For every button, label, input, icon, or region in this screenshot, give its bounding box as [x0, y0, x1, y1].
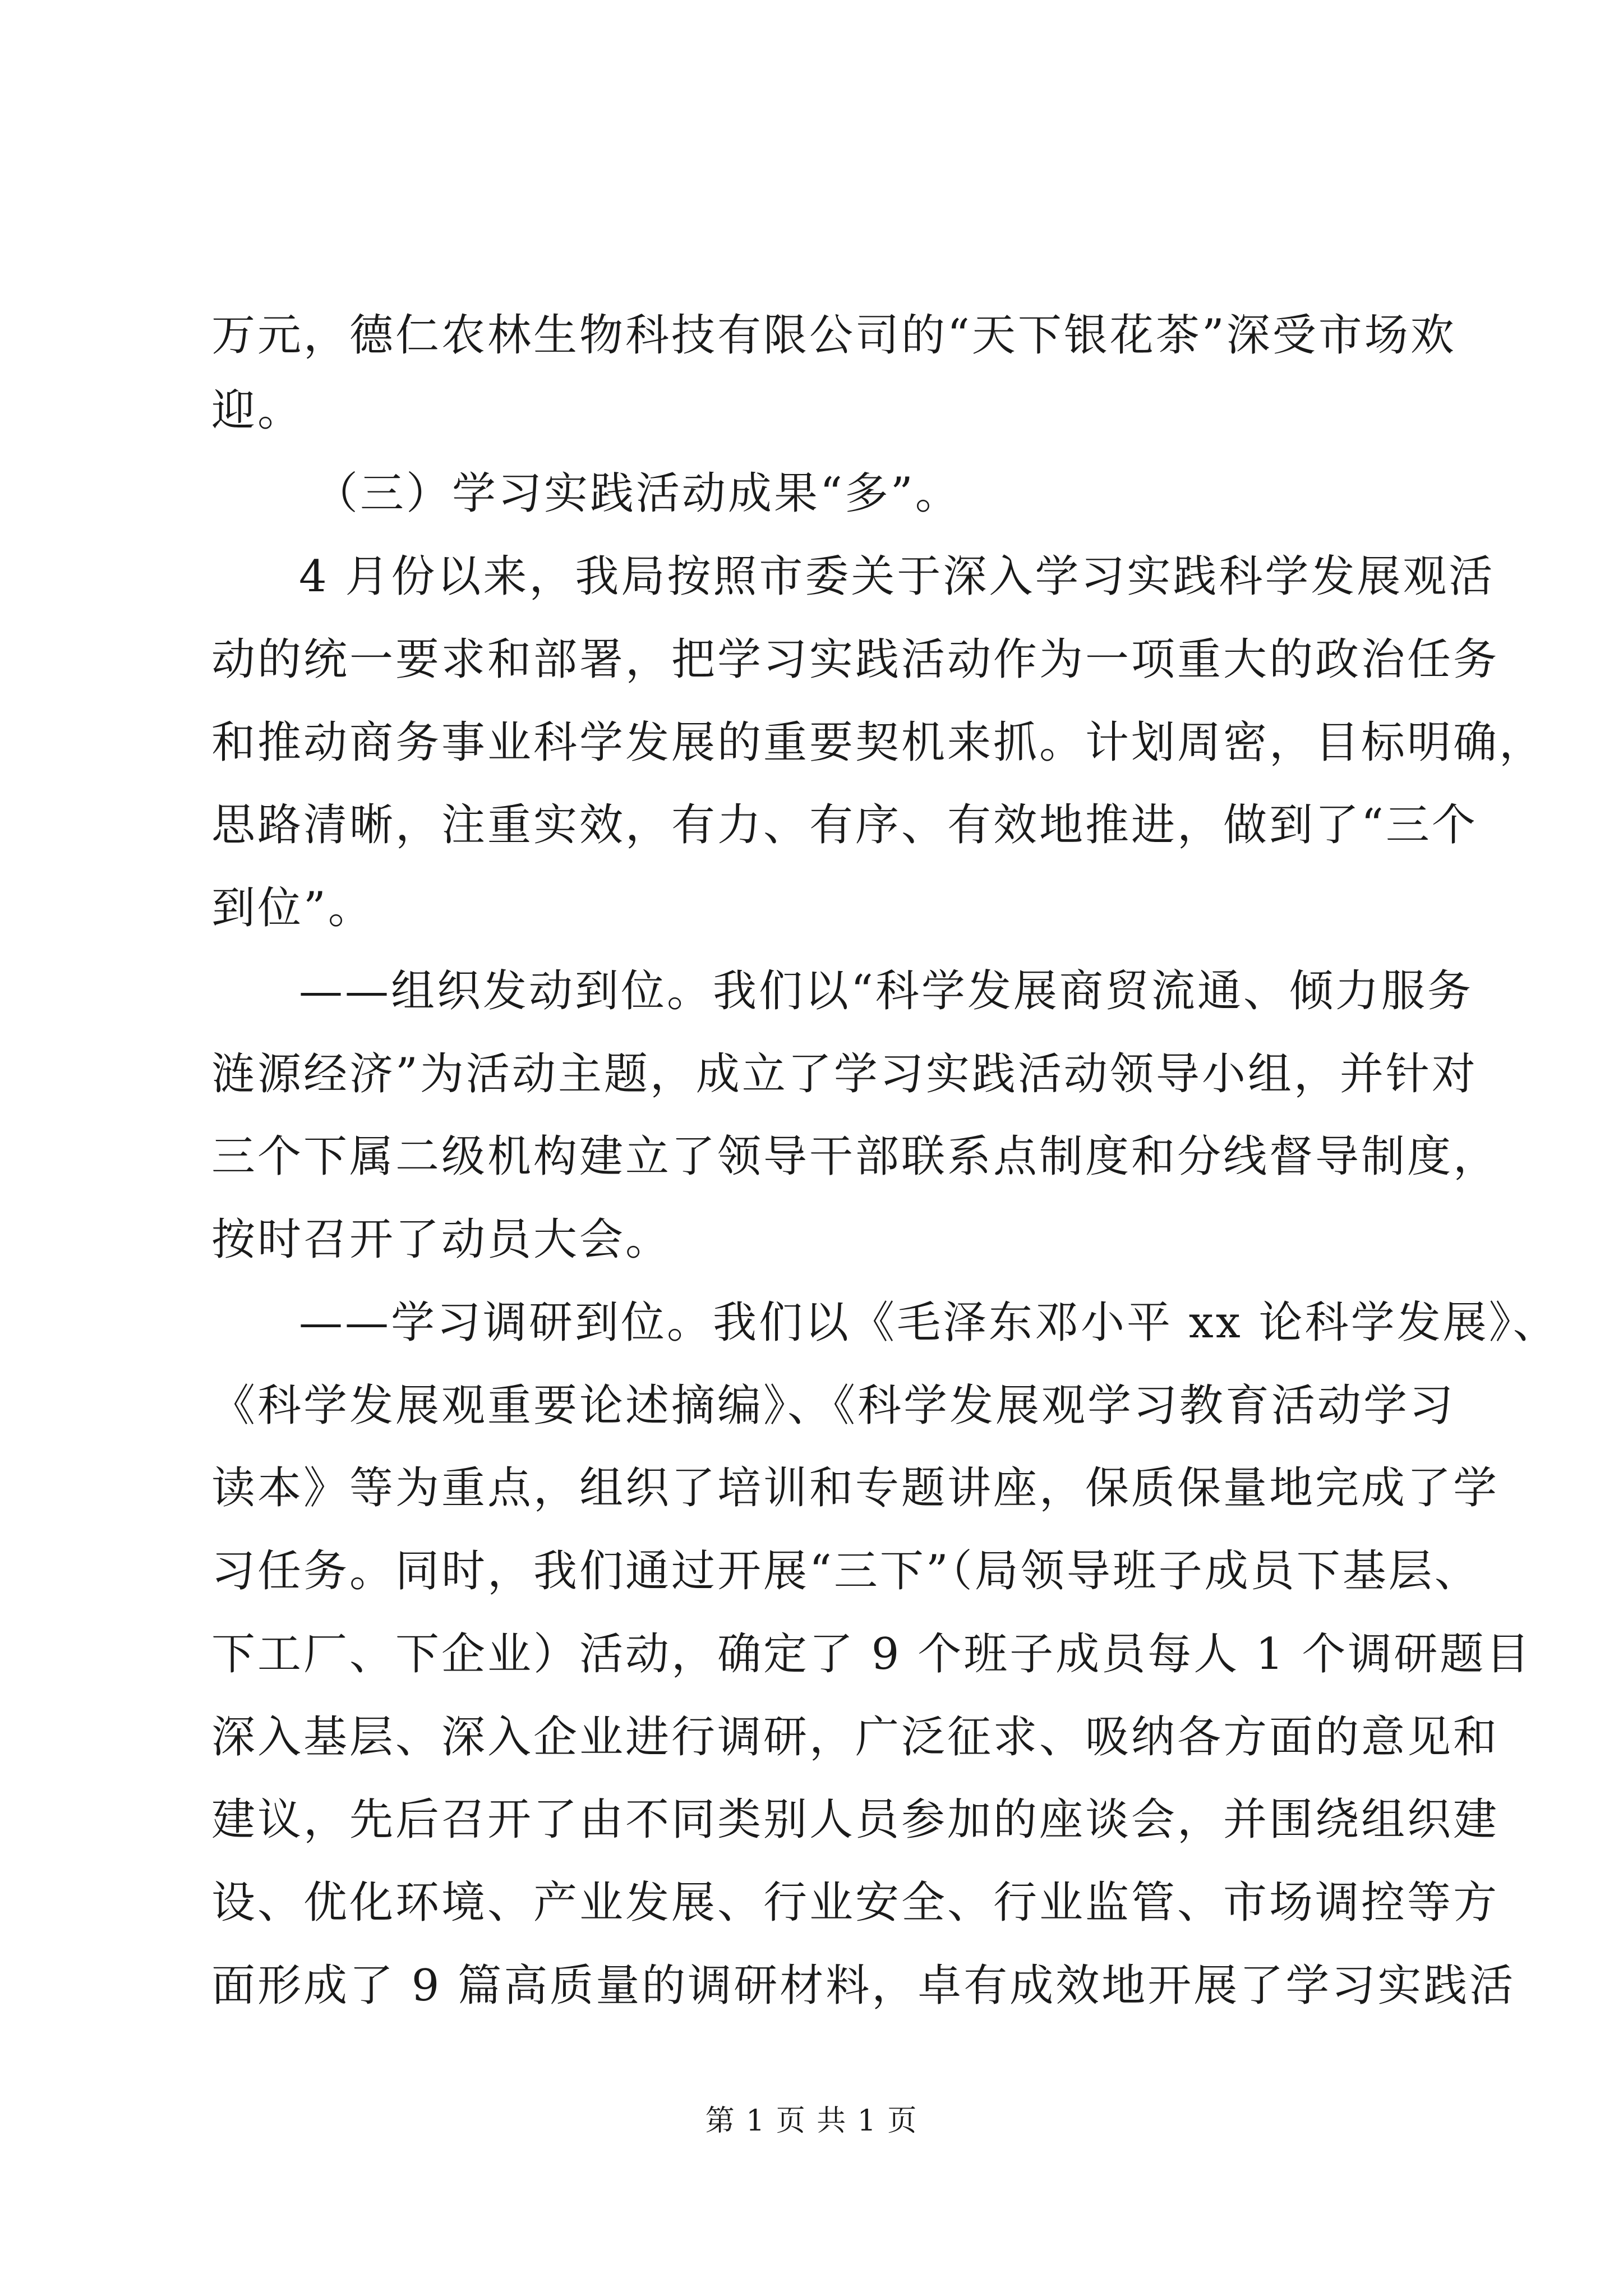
text-line: 迎。	[211, 385, 304, 436]
section-heading: （三）学习实践活动成果“多”。	[314, 468, 961, 519]
text-line: 4 月份以来，我局按照市委关于深入学习实践科学发展观活	[299, 551, 1495, 602]
text-line: ——组织发动到位。我们以“科学发展商贸流通、倾力服务	[299, 966, 1473, 1016]
text-line: 和推动商务事业科学发展的重要契机来抓。计划周密，目标明确，	[211, 717, 1546, 768]
text-line: 设、优化环境、产业发展、行业安全、行业监管、市场调控等方	[211, 1878, 1500, 1928]
text-line: 面形成了 9 篇高质量的调研材料，卓有成效地开展了学习实践活	[211, 1961, 1516, 2011]
text-line: 涟源经济”为活动主题，成立了学习实践活动领导小组，并针对	[211, 1049, 1478, 1099]
text-line: 建议，先后召开了由不同类别人员参加的座谈会，并围绕组织建	[211, 1795, 1500, 1845]
text-line: 到位”。	[211, 883, 374, 933]
text-line: 三个下属二级机构建立了领导干部联系点制度和分线督导制度，	[211, 1131, 1500, 1182]
text-line: 读本》等为重点，组织了培训和专题讲座，保质保量地完成了学	[211, 1463, 1500, 1513]
text-line: 万元，德仁农林生物科技有限公司的“天下银花茶”深受市场欢	[211, 310, 1456, 361]
text-line: 思路清晰，注重实效，有力、有序、有效地推进，做到了“三个	[211, 800, 1478, 850]
text-line: 下工厂、下企业）活动，确定了 9 个班子成员每人 1 个调研题目	[211, 1629, 1532, 1680]
text-line: 《科学发展观重要论述摘编》、《科学发展观学习教育活动学习	[211, 1381, 1456, 1431]
text-line: 动的统一要求和部署，把学习实践活动作为一项重大的政治任务	[211, 634, 1500, 685]
text-line: ——学习调研到位。我们以《毛泽东邓小平 xx 论科学发展》、	[299, 1297, 1559, 1348]
page-footer: 第 1 页 共 1 页	[705, 2104, 918, 2138]
text-line: 深入基层、深入企业进行调研，广泛征求、吸纳各方面的意见和	[211, 1712, 1500, 1763]
text-line: 习任务。同时，我们通过开展“三下”（局领导班子成员下基层、	[211, 1546, 1481, 1596]
text-line: 按时召开了动员大会。	[211, 1214, 672, 1265]
